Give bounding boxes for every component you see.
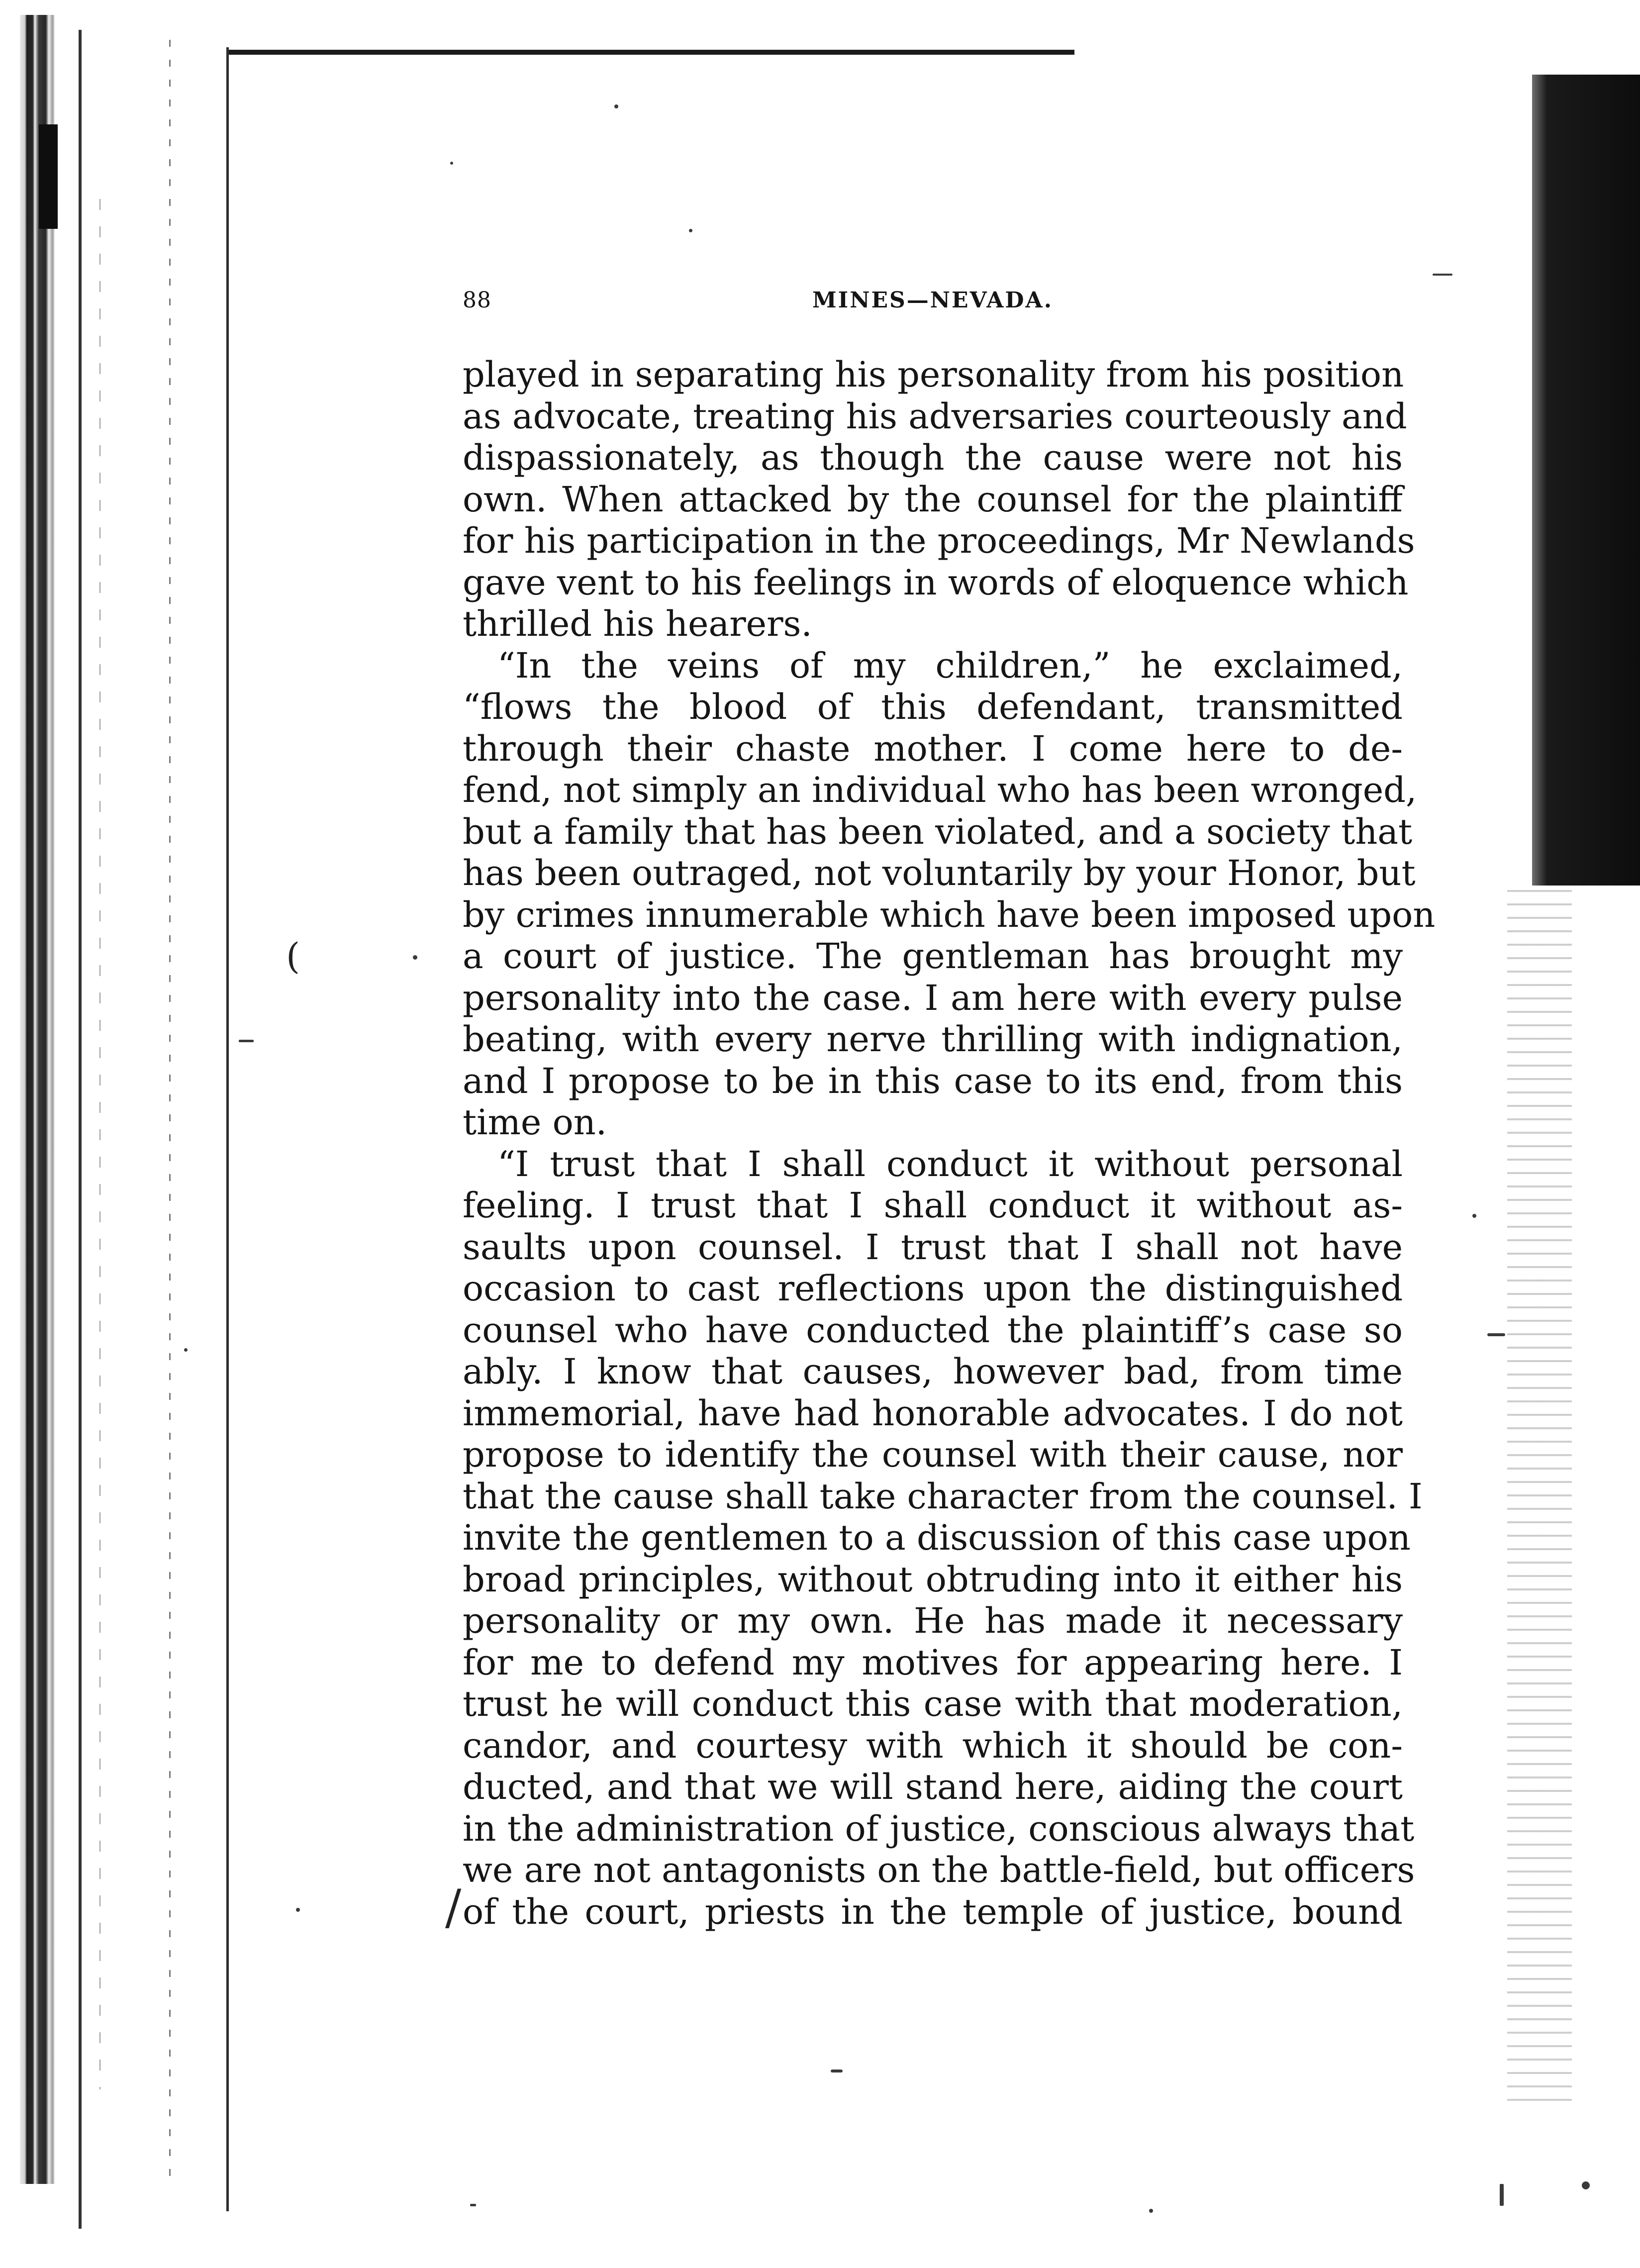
text-line: by crimes innumerable which have been imposed upon: [463, 894, 1436, 935]
text-line: gave vent to his feelings in words of eloquence which: [463, 562, 1409, 603]
text-line: played in separating his personality from his position: [463, 354, 1404, 395]
top-page-edge: [229, 50, 1074, 55]
text-line: has been outraged, not voluntarily by your Honor, but: [463, 853, 1416, 893]
text-line: thrilled his hearers.: [463, 603, 812, 644]
text-line: ducted, and that we will stand here, aiding the court: [463, 1767, 1403, 1807]
scan-speck: [1149, 2209, 1153, 2213]
text-line: in the administration of justice, conscious always that: [463, 1808, 1415, 1849]
scan-speck: [184, 1348, 188, 1352]
text-line: as advocate, treating his adversaries courteously and: [463, 395, 1407, 437]
text-line: occasion to cast reflections upon the distinguished: [463, 1268, 1403, 1309]
text-line: feeling. I trust that I shall conduct it without as-: [463, 1185, 1403, 1226]
right-scan-shadow: [1532, 75, 1640, 886]
text-line: dispassionately, as though the cause were not his: [463, 437, 1403, 478]
page-number: 88: [463, 288, 491, 313]
text-line: trust he will conduct this case with that moderation,: [463, 1683, 1403, 1724]
text-line: for me to defend my motives for appearing here. I: [463, 1642, 1403, 1683]
text-line: propose to identify the counsel with their cause, nor: [463, 1434, 1403, 1475]
body-text: [463, 354, 1436, 1933]
text-line: immemorial, have had honorable advocates. I do not: [463, 1392, 1403, 1434]
scan-speck: [614, 104, 618, 108]
text-line: fend, not simply an individual who has been wronged,: [463, 770, 1417, 810]
text-line: own. When attacked by the counsel for the plaintiff: [463, 479, 1403, 520]
text-line: personality into the case. I am here with every pulse: [463, 977, 1403, 1018]
text-line: through their chaste mother. I come here to de-: [463, 728, 1403, 769]
running-head: [463, 288, 1403, 322]
text-line: beating, with every nerve thrilling with indignation,: [463, 1019, 1403, 1060]
scan-speck: [1500, 2184, 1504, 2206]
scan-speck: [1472, 1214, 1476, 1218]
scan-speck: [239, 1040, 254, 1042]
text-line: of the court, priests in the temple of justice, bound: [463, 1891, 1403, 1932]
right-scan-speckle: [1507, 886, 1572, 2104]
scan-speck: [689, 229, 692, 232]
scan-speck: [1582, 2181, 1590, 2189]
text-line: candor, and courtesy with which it should be con-: [463, 1725, 1403, 1766]
page-edge-line: [79, 30, 82, 2229]
scan-speck: [1433, 274, 1452, 276]
scan-speck: [470, 2204, 476, 2206]
scan-speck: [450, 162, 453, 165]
left-binding-edge: [20, 15, 55, 2184]
left-binding-shadow: [39, 124, 58, 229]
scan-speck: [413, 955, 417, 960]
page-edge-line: [99, 199, 100, 2089]
text-line: for his participation in the proceedings, Mr Newlands: [463, 520, 1415, 561]
margin-slash-mark: /: [445, 1879, 462, 1935]
text-line: but a family that has been violated, and a society that: [463, 811, 1413, 852]
page-edge-line: [226, 47, 229, 2211]
running-title: MINES—NEVADA.: [812, 288, 1054, 313]
text-line: saults upon counsel. I trust that I shall not have: [463, 1226, 1403, 1268]
text-line: that the cause shall take character from the counsel. I: [463, 1476, 1423, 1517]
scan-speck: [1487, 1333, 1505, 1336]
text-line: ably. I know that causes, however bad, from time: [463, 1351, 1403, 1392]
text-line: personality or my own. He has made it necessary: [463, 1600, 1403, 1641]
text-line: a court of justice. The gentleman has brought my: [463, 936, 1403, 977]
text-line: broad principles, without obtruding into it either his: [463, 1559, 1403, 1600]
text-line: “I trust that I shall conduct it without personal: [497, 1143, 1403, 1184]
text-line: time on.: [463, 1102, 607, 1143]
margin-bracket-mark: (: [286, 935, 300, 977]
text-line: counsel who have conducted the plaintiff’s case so: [463, 1309, 1403, 1351]
page-edge-line: [169, 40, 171, 2179]
text-line: invite the gentlemen to a discussion of this case upon: [463, 1517, 1411, 1558]
text-line: and I propose to be in this case to its end, from this: [463, 1060, 1403, 1101]
text-line: “flows the blood of this defendant, transmitted: [463, 687, 1403, 727]
text-line: “In the veins of my children,” he exclaimed,: [497, 645, 1403, 686]
scan-speck: [831, 2070, 843, 2072]
scan-speck: [296, 1908, 300, 1912]
text-line: we are not antagonists on the battle-field, but officers: [463, 1850, 1415, 1890]
